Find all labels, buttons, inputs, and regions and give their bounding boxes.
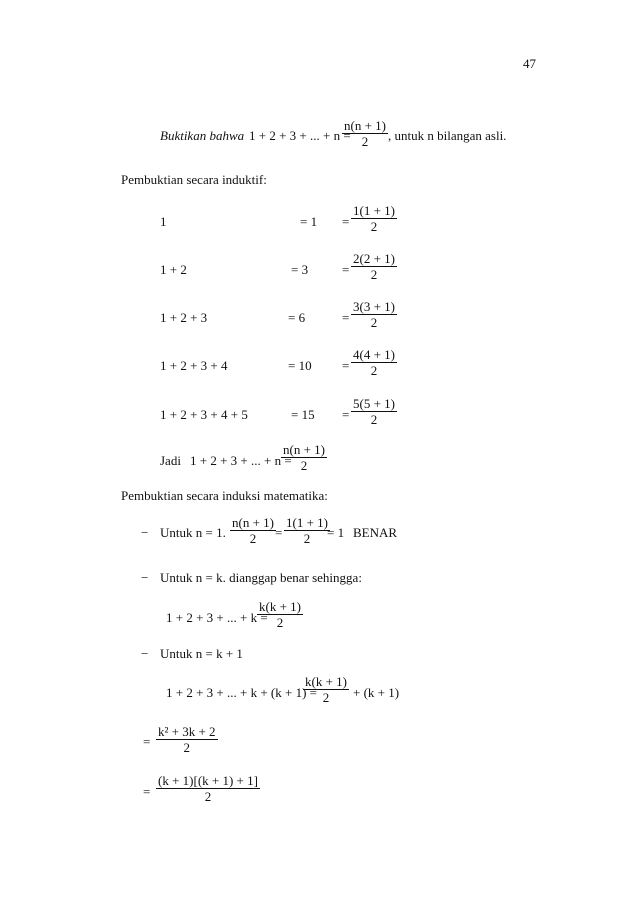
case-1-result: = 1 <box>327 525 345 540</box>
case-2-lhs: 1 + 2 + 3 + ... + k = <box>166 610 268 625</box>
case-1-eq: = <box>275 525 283 540</box>
fraction-numerator: k(k + 1) <box>305 674 347 689</box>
fraction-numerator: k(k + 1) <box>259 599 301 614</box>
fraction-denominator: 2 <box>370 219 378 234</box>
fraction-numerator: 1(1 + 1) <box>353 203 395 218</box>
row-1-sum: = 1 <box>300 214 318 229</box>
case-3-lhs: 1 + 2 + 3 + ... + k + (k + 1) = <box>166 685 317 700</box>
fraction-numerator: 3(3 + 1) <box>353 299 395 314</box>
row-2-sum: = 3 <box>291 262 309 277</box>
row-2-eq: = <box>342 262 350 277</box>
case-1-fraction-substituted <box>284 515 330 547</box>
row-4-lhs: 1 + 2 + 3 + 4 <box>160 358 228 373</box>
row-4-fraction <box>351 347 397 379</box>
row-3-lhs: 1 + 2 + 3 <box>160 310 208 325</box>
math-induction-heading: Pembuktian secara induksi matematika: <box>121 488 328 503</box>
fraction-numerator: k² + 3k + 2 <box>158 724 216 739</box>
fraction-denominator: 2 <box>300 458 308 473</box>
fraction-denominator: 2 <box>322 690 330 705</box>
jadi-fraction <box>281 442 327 474</box>
step-1-eq: = <box>143 734 151 749</box>
fraction-numerator: (k + 1)[(k + 1) + 1] <box>158 773 258 788</box>
row-1-fraction <box>351 203 397 235</box>
case-3-fraction <box>303 674 349 706</box>
fraction-denominator: 2 <box>361 134 369 149</box>
fraction-numerator: n(n + 1) <box>344 118 386 133</box>
row-5-lhs: 1 + 2 + 3 + 4 + 5 <box>160 407 248 422</box>
case-2-text: Untuk n = k. dianggap benar sehingga: <box>160 570 362 585</box>
row-4-eq: = <box>342 358 350 373</box>
page-number: 47 <box>523 56 536 71</box>
fraction-denominator: 2 <box>303 531 311 546</box>
fraction-numerator: n(n + 1) <box>232 515 274 530</box>
fraction-denominator: 2 <box>183 740 191 755</box>
jadi-prefix: Jadi <box>160 453 181 468</box>
bullet-dash: − <box>141 525 149 540</box>
step-2-eq: = <box>143 784 151 799</box>
row-5-sum: = 15 <box>291 407 315 422</box>
step-2-fraction <box>156 773 260 805</box>
row-5-fraction <box>351 396 397 428</box>
case-1-fraction-general <box>230 515 276 547</box>
row-5-eq: = <box>342 407 350 422</box>
fraction-denominator: 2 <box>370 363 378 378</box>
case-3-plus-term: + (k + 1) <box>353 685 400 700</box>
fraction-denominator: 2 <box>204 789 212 804</box>
row-2-fraction <box>351 251 397 283</box>
row-3-eq: = <box>342 310 350 325</box>
statement-lhs: 1 + 2 + 3 + ... + n = <box>249 128 351 143</box>
case-1-benar: BENAR <box>353 525 398 540</box>
fraction-denominator: 2 <box>276 615 284 630</box>
fraction-denominator: 2 <box>370 267 378 282</box>
row-1-lhs: 1 <box>160 214 167 229</box>
statement-prefix: Buktikan bahwa <box>160 128 245 143</box>
step-1-fraction <box>156 724 218 756</box>
bullet-dash: − <box>141 570 149 585</box>
case-1-text: Untuk n = 1. <box>160 525 226 540</box>
fraction-numerator: n(n + 1) <box>283 442 325 457</box>
jadi-lhs: 1 + 2 + 3 + ... + n = <box>190 453 292 468</box>
row-2-lhs: 1 + 2 <box>160 262 187 277</box>
fraction-numerator: 1(1 + 1) <box>286 515 328 530</box>
statement-fraction <box>342 118 388 150</box>
fraction-denominator: 2 <box>370 315 378 330</box>
row-4-sum: = 10 <box>288 358 312 373</box>
fraction-numerator: 4(4 + 1) <box>353 347 395 362</box>
case-2-fraction <box>257 599 303 631</box>
fraction-numerator: 5(5 + 1) <box>353 396 395 411</box>
bullet-dash: − <box>141 646 149 661</box>
row-3-fraction <box>351 299 397 331</box>
case-3-text: Untuk n = k + 1 <box>160 646 243 661</box>
fraction-numerator: 2(2 + 1) <box>353 251 395 266</box>
row-1-eq: = <box>342 214 350 229</box>
fraction-denominator: 2 <box>249 531 257 546</box>
inductive-heading: Pembuktian secara induktif: <box>121 172 267 187</box>
fraction-denominator: 2 <box>370 412 378 427</box>
row-3-sum: = 6 <box>288 310 306 325</box>
statement-suffix: , untuk n bilangan asli. <box>388 128 507 143</box>
